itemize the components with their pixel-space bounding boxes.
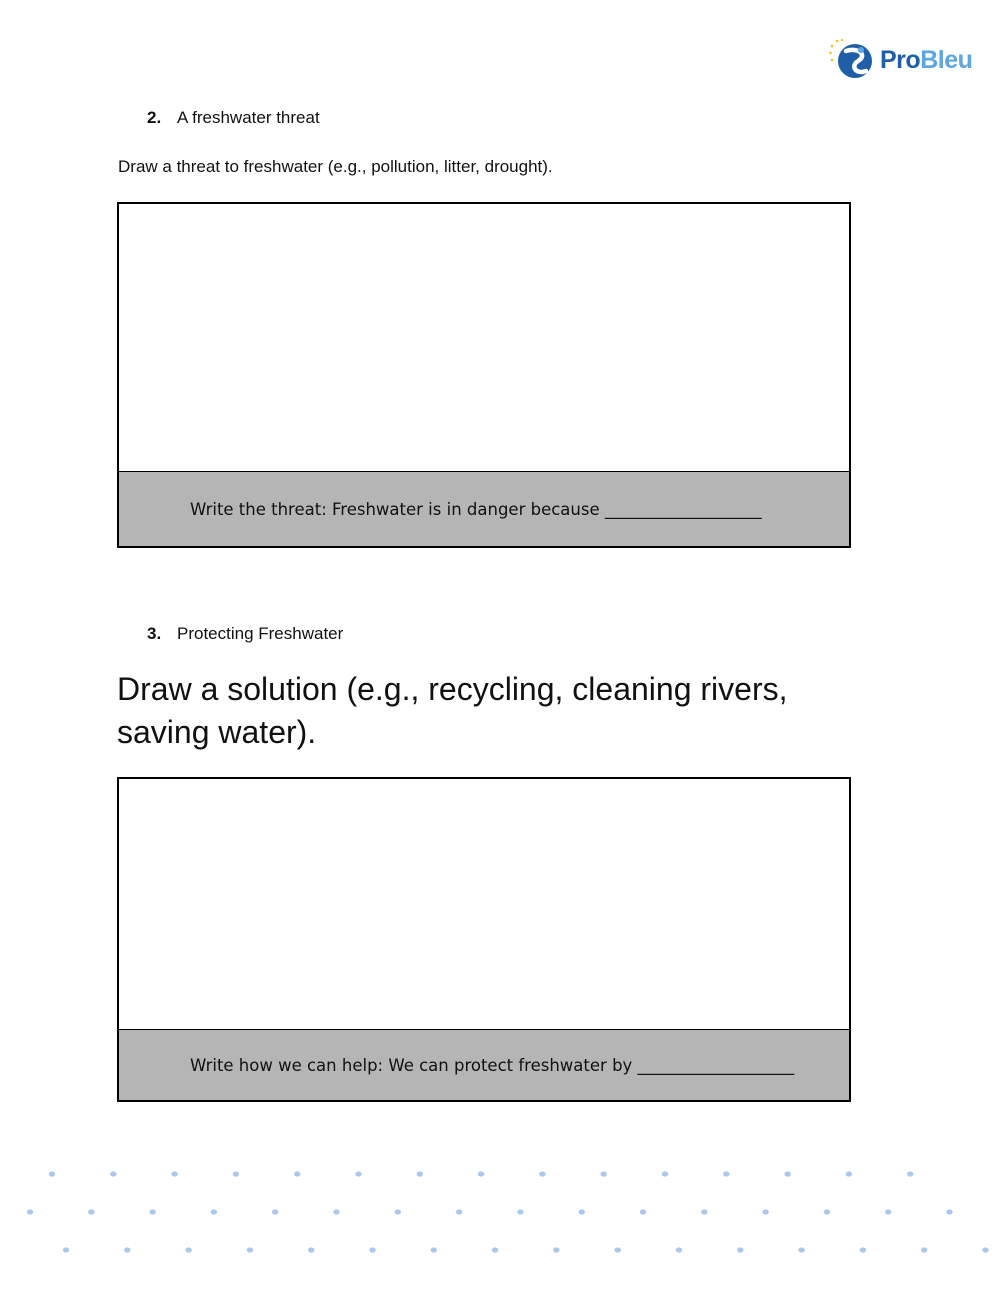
decorative-dot <box>211 1209 217 1214</box>
decorative-dot <box>308 1247 314 1252</box>
decorative-dot <box>233 1171 239 1176</box>
decorative-dot <box>762 1209 768 1214</box>
decorative-dot <box>355 1171 361 1176</box>
decorative-dot <box>517 1209 523 1214</box>
decorative-dot <box>723 1171 729 1176</box>
decorative-dot <box>294 1171 300 1176</box>
decorative-dot <box>247 1247 253 1252</box>
decorative-dot <box>946 1209 952 1214</box>
section-3-instruction: Draw a solution (e.g., recycling, cleaning rivers, saving water). <box>117 671 788 750</box>
solution-caption-bar <box>119 1029 849 1100</box>
decorative-dot <box>478 1171 484 1176</box>
decorative-dot <box>885 1209 891 1214</box>
decorative-dot <box>88 1209 94 1214</box>
decorative-dot <box>784 1171 790 1176</box>
decorative-dot <box>737 1247 743 1252</box>
decorative-dot <box>640 1209 646 1214</box>
decorative-dot <box>110 1171 116 1176</box>
decorative-dot <box>171 1171 177 1176</box>
section-3-title: Protecting Freshwater <box>177 624 344 643</box>
decorative-dot <box>553 1247 559 1252</box>
decorative-dot <box>149 1209 155 1214</box>
decorative-dot <box>579 1209 585 1214</box>
decorative-dot <box>185 1247 191 1252</box>
decorative-dot <box>395 1209 401 1214</box>
section-2-number: 2. <box>147 108 162 127</box>
decorative-dot <box>907 1171 913 1176</box>
decorative-dot <box>676 1247 682 1252</box>
decorative-dot <box>456 1209 462 1214</box>
decorative-dot <box>921 1247 927 1252</box>
probleu-logo-icon <box>828 37 878 83</box>
decorative-dot <box>662 1171 668 1176</box>
decorative-dot <box>539 1171 545 1176</box>
threat-drawing-area[interactable] <box>117 202 851 548</box>
decorative-dot <box>124 1247 130 1252</box>
decorative-dot <box>846 1171 852 1176</box>
decorative-dot <box>272 1209 278 1214</box>
decorative-dot <box>27 1209 33 1214</box>
decorative-dot <box>860 1247 866 1252</box>
decorative-dot <box>333 1209 339 1214</box>
section-3-number: 3. <box>147 624 162 643</box>
probleu-logo <box>828 36 988 84</box>
decorative-dot <box>824 1209 830 1214</box>
decorative-dot-pattern <box>0 1150 1000 1290</box>
solution-caption-text[interactable]: Write how we can help: We can protect freshwater by ___________________ <box>190 1055 795 1075</box>
logo-text-pro: Pro <box>880 45 921 74</box>
decorative-dot <box>49 1171 55 1176</box>
decorative-dot <box>982 1247 988 1252</box>
logo-text-bleu: Bleu <box>920 45 973 74</box>
section-2-title: A freshwater threat <box>177 108 320 127</box>
threat-caption-text[interactable]: Write the threat: Freshwater is in danger because ___________________ <box>190 499 762 519</box>
decorative-dot <box>63 1247 69 1252</box>
section-3-heading <box>147 624 343 644</box>
decorative-dot <box>431 1247 437 1252</box>
decorative-dot <box>417 1171 423 1176</box>
section-2-heading <box>147 108 320 128</box>
decorative-dot <box>701 1209 707 1214</box>
decorative-dot <box>601 1171 607 1176</box>
decorative-dot <box>369 1247 375 1252</box>
decorative-dot <box>615 1247 621 1252</box>
logo-wordmark <box>880 46 972 75</box>
decorative-dot <box>798 1247 804 1252</box>
solution-drawing-area[interactable] <box>117 777 851 1102</box>
decorative-dot <box>492 1247 498 1252</box>
threat-caption-bar <box>119 471 849 546</box>
section-2-instruction: Draw a threat to freshwater (e.g., pollution, litter, drought). <box>118 157 553 176</box>
